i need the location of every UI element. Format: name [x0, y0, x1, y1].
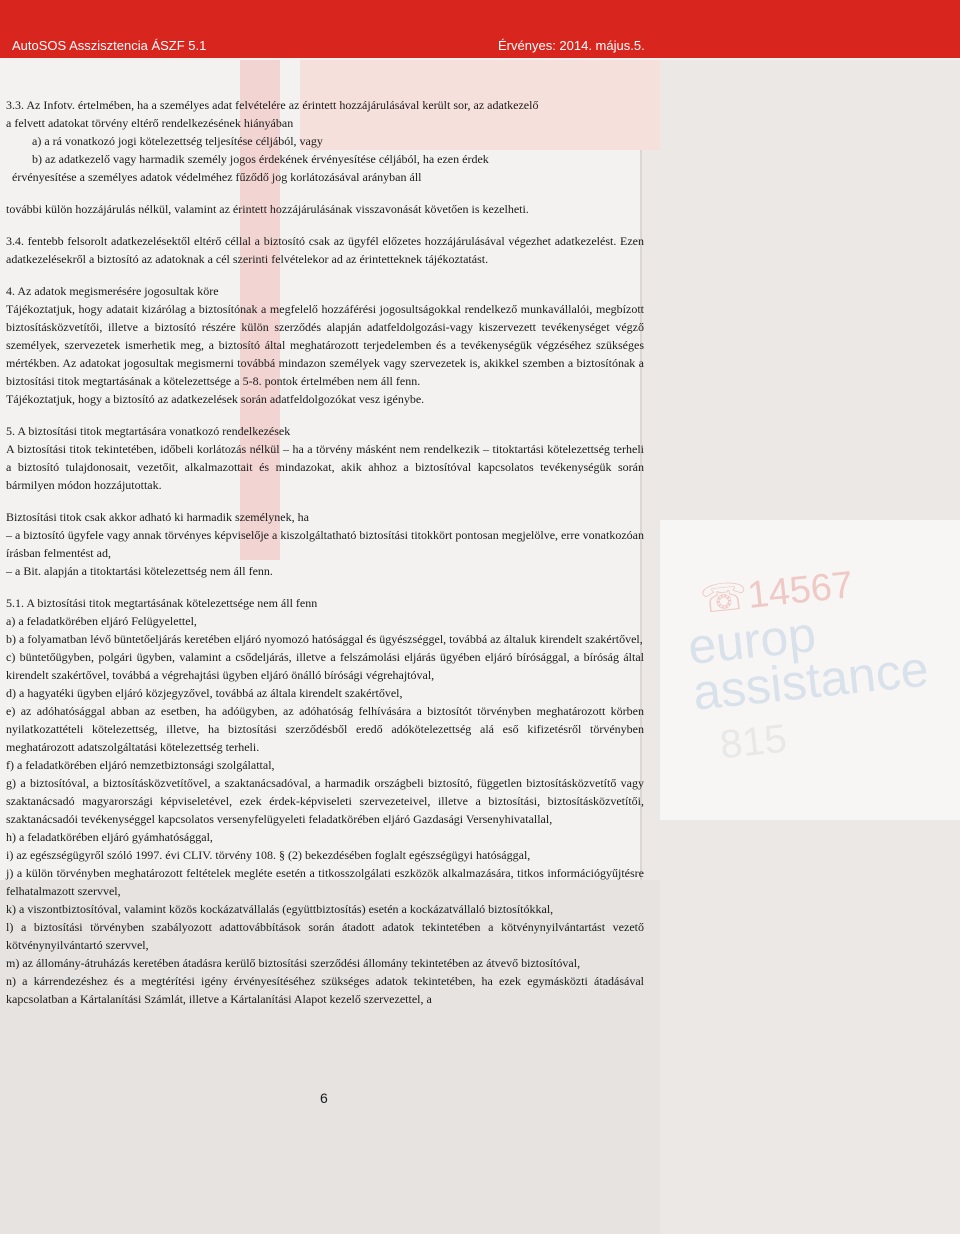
- header-validity: Érvényes: 2014. május.5.: [498, 38, 645, 53]
- list-item: c) büntetőügyben, polgári ügyben, valamint a csődeljárás, illetve a felszámolási eljárás ügyében eljáró bírósággal, a bíróság által kirendelt szakértővel, továbbá a végrehajtási ügyben eljáró önálló bírósági végrehajtóval,: [6, 650, 644, 682]
- watermark-brand: europ assistance: [685, 606, 932, 721]
- section-5-dash-2: – a Bit. alapján a titoktartási kötelezettség nem áll fenn.: [6, 564, 273, 578]
- list-item: d) a hagyatéki ügyben eljáró közjegyzővel, továbbá az általa kirendelt szakértővel,: [6, 686, 403, 700]
- list-item: g) a biztosítóval, a biztosításközvetítővel, a szaktanácsadóval, a harmadik országbeli biztosító, független biztosításközvetítő vagy szaktanácsadó magyarországi képviseletével, ezek érdek-képviseleti szervezeteivel, illetve a biztosítási, biztosításközvetítői, szaktanácsadói tevékenységgel kapcsolatos versenyfelügyeleti feladatkörében eljáró Gazdasági Versenyhivatallal,: [6, 776, 644, 826]
- list-item: j) a külön törvényben meghatározott feltételek megléte esetén a titkosszolgálati eszközök alkalmazására, titkos információgyűjtésre felhatalmazott szervvel,: [6, 866, 644, 898]
- section-3-3-line1: 3.3. Az Infotv. értelmében, ha a személyes adat felvételére az érintett hozzájárulásával került sor, az adatkezelő: [6, 98, 539, 112]
- section-4-title: 4. Az adatok megismerésére jogosultak köre: [6, 284, 219, 298]
- section-5-1-title: 5.1. A biztosítási titok megtartásának kötelezettsége nem áll fenn: [6, 596, 318, 610]
- section-4-paragraph-2: Tájékoztatjuk, hogy a biztosító az adatkezelések során adatfeldolgozókat vesz igénybe.: [6, 392, 425, 406]
- list-item: b) a folyamatban lévő büntetőeljárás keretében eljáró nyomozó hatósággal és ügyészséggel, továbbá az általuk kirendelt szakértővel,: [6, 632, 643, 646]
- list-item: l) a biztosítási törvényben szabályozott adattovábbítások során átadott adatok tekintetében a kötvénynyilvántartást vezető kötvénynyilvántartó szervvel,: [6, 920, 644, 952]
- document-body: [6, 96, 644, 1008]
- list-item: m) az állomány-átruházás keretében átadásra kerülő biztosítási szerződési állomány tekintetében az átvevő biztosítóval,: [6, 956, 581, 970]
- section-5-paragraph: A biztosítási titok tekintetében, időbeli korlátozás nélkül – ha a törvény másként nem rendelkezik – titoktartási kötelezettség terheli a biztosító tulajdonosait, vezetőit, alkalmazottait és mindazokat, akik ahhoz a biztosítóval kapcsolatos tevékenységük során bármilyen módon hozzájutottak.: [6, 442, 644, 492]
- watermark-code: 815: [717, 716, 789, 768]
- section-3-3-item-a: a) a rá vonatkozó jogi kötelezettség teljesítése céljából, vagy: [32, 134, 323, 148]
- list-item: n) a kárrendezéshez és a megtérítési igény érvényesítéséhez szükséges adatok tekintetében, ha ezek egymásközti átadásával kapcsolatban a Kártalanítási Számlát, illetve a Kártalanítási Alapot kezelő szervezettel, a: [6, 974, 644, 1006]
- list-item: e) az adóhatósággal abban az esetben, ha adóügyben, az adóhatóság felhívására a biztosítót törvényben meghatározott körben nyilatkozattételi kötelezettség, illetve, ha biztosítási szerződésből eredő adókötelezettség alá eső kifizetésről törvényben meghatározott adatszolgáltatási kötelezettség terheli.: [6, 704, 644, 754]
- section-3-3-line2: a felvett adatokat törvény eltérő rendelkezésének hiányában: [6, 116, 294, 130]
- list-item: a) a feladatkörében eljáró Felügyelettel,: [6, 614, 197, 628]
- list-item: h) a feladatkörében eljáró gyámhatósággal,: [6, 830, 213, 844]
- list-item: i) az egészségügyről szóló 1997. évi CLIV. törvény 108. § (2) bekezdésében foglalt egészségügyi hatósággal,: [6, 848, 531, 862]
- section-3-3-item-b-cont: érvényesítése a személyes adatok védelméhez fűződő jog korlátozásával arányban áll: [12, 170, 422, 184]
- section-3-4: 3.4. fentebb felsorolt adatkezelésektől eltérő céllal a biztosító csak az ügyfél előzetes hozzájárulásával végezhet adatkezelést. Ezen adatkezelésekről a biztosító az adatoknak a cél szerinti felvételekor ad az érintetteknek tájékoztatást.: [6, 234, 644, 266]
- page-header: [0, 0, 960, 58]
- section-4-paragraph: Tájékoztatjuk, hogy adatait kizárólag a biztosítónak a megfelelő hozzáférési jogosultságokkal rendelkező munkavállalói, megbízott biztosításközvetítői, illetve a biztosító részére külön szerződés alapján adatfeldolgozási-vagy kiszervezett tevékenységet végző személyek, szervezetek ismerhetik meg, a biztosító által meghatározott terjedelemben és a tevékenységük végzéséhez szükséges mértékben. Az adatokat jogosultak megismerni továbbá mindazon személyek vagy szervezetek is, akikkel szemben a biztosítónak a biztosítási titok megtartásának a kötelezettsége a 5-8. pontok értelmében nem áll fenn.: [6, 302, 644, 388]
- header-document-title: AutoSOS Asszisztencia ÁSZF 5.1: [12, 38, 207, 53]
- page-number: 6: [320, 1090, 328, 1106]
- list-item: k) a viszontbiztosítóval, valamint közös kockázatvállalás (együttbiztosítás) esetén a kockázatvállaló biztosítókkal,: [6, 902, 554, 916]
- section-3-3-continuation: további külön hozzájárulás nélkül, valamint az érintett hozzájárulásának visszavonását követően is kezelheti.: [6, 202, 529, 216]
- section-3-3-item-b: b) az adatkezelő vagy harmadik személy jogos érdekének érvényesítése céljából, ha ezen érdek: [32, 152, 489, 166]
- section-5-paragraph-2: Biztosítási titok csak akkor adható ki harmadik személynek, ha: [6, 510, 309, 524]
- watermark-phone: ☏14567: [698, 564, 856, 622]
- list-item: f) a feladatkörében eljáró nemzetbiztonsági szolgálattal,: [6, 758, 275, 772]
- section-5-title: 5. A biztosítási titok megtartására vonatkozó rendelkezések: [6, 424, 291, 438]
- section-5-dash-1: – a biztosító ügyfele vagy annak törvényes képviselője a kiszolgáltatható biztosítási titokkört pontosan megjelölve, erre vonatkozóan írásban felmentést ad,: [6, 528, 644, 560]
